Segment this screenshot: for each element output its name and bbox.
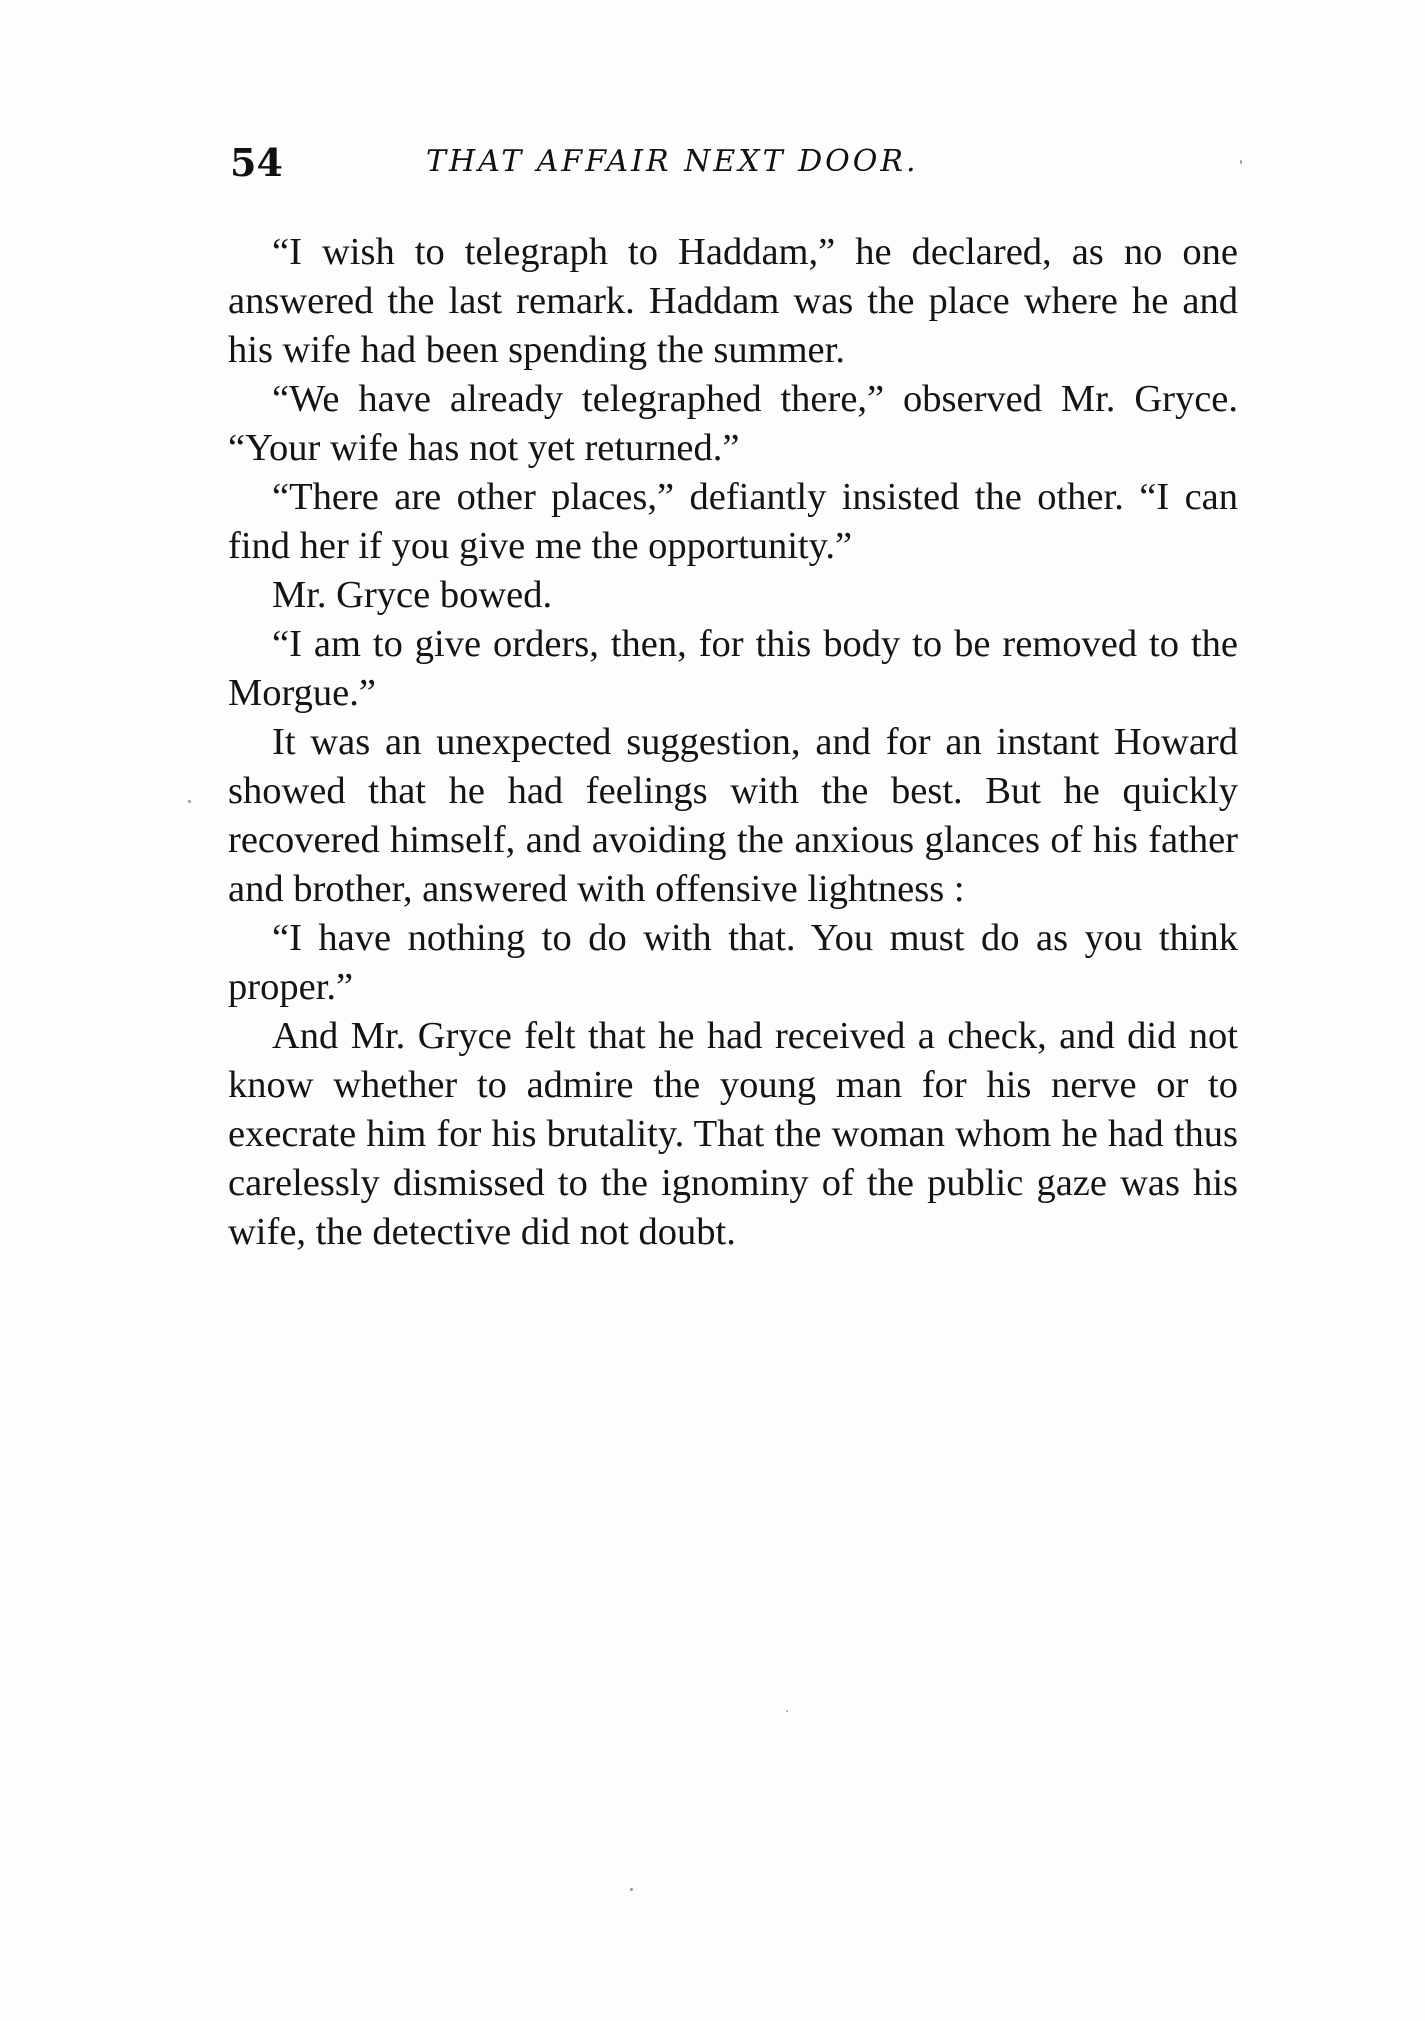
paragraph: “I am to give orders, then, for this body to be removed to the Morgue.” — [228, 623, 1238, 714]
paragraph: “I have nothing to do with that. You must do as you think proper.” — [228, 917, 1238, 1008]
scan-speck — [630, 1888, 633, 1891]
body-text — [228, 228, 1238, 1257]
paragraph: “I wish to telegraph to Haddam,” he declared, as no one answered the last remark. Haddam was the place where he and his wife had been spending the summer. — [228, 231, 1238, 371]
paragraph: And Mr. Gryce felt that he had received a check, and did not know whether to admire the young man for his nerve or to execrate him for his brutality. That the woman whom he had thus carelessly dismissed to the ignominy of the public gaze was his wife, the detective did not doubt. — [228, 1015, 1238, 1253]
scan-speck — [786, 1710, 788, 1712]
paragraph: “There are other places,” defiantly insisted the other. “I can find her if you give me the opportunity.” — [228, 476, 1238, 567]
paragraph: It was an unexpected suggestion, and for an instant Howard showed that he had feelings with the best. But he quickly recovered himself, and avoiding the anxious glances of his father and brother, answered with offensive lightness : — [228, 721, 1238, 910]
scan-speck — [188, 800, 191, 803]
scan-speck — [1240, 160, 1242, 164]
running-title: THAT AFFAIR NEXT DOOR. — [426, 144, 919, 179]
paragraph: “We have already telegraphed there,” observed Mr. Gryce. “Your wife has not yet returned.” — [228, 378, 1238, 469]
running-head — [230, 140, 1240, 200]
paragraph: Mr. Gryce bowed. — [272, 574, 553, 616]
page-number: 54 — [230, 140, 283, 185]
